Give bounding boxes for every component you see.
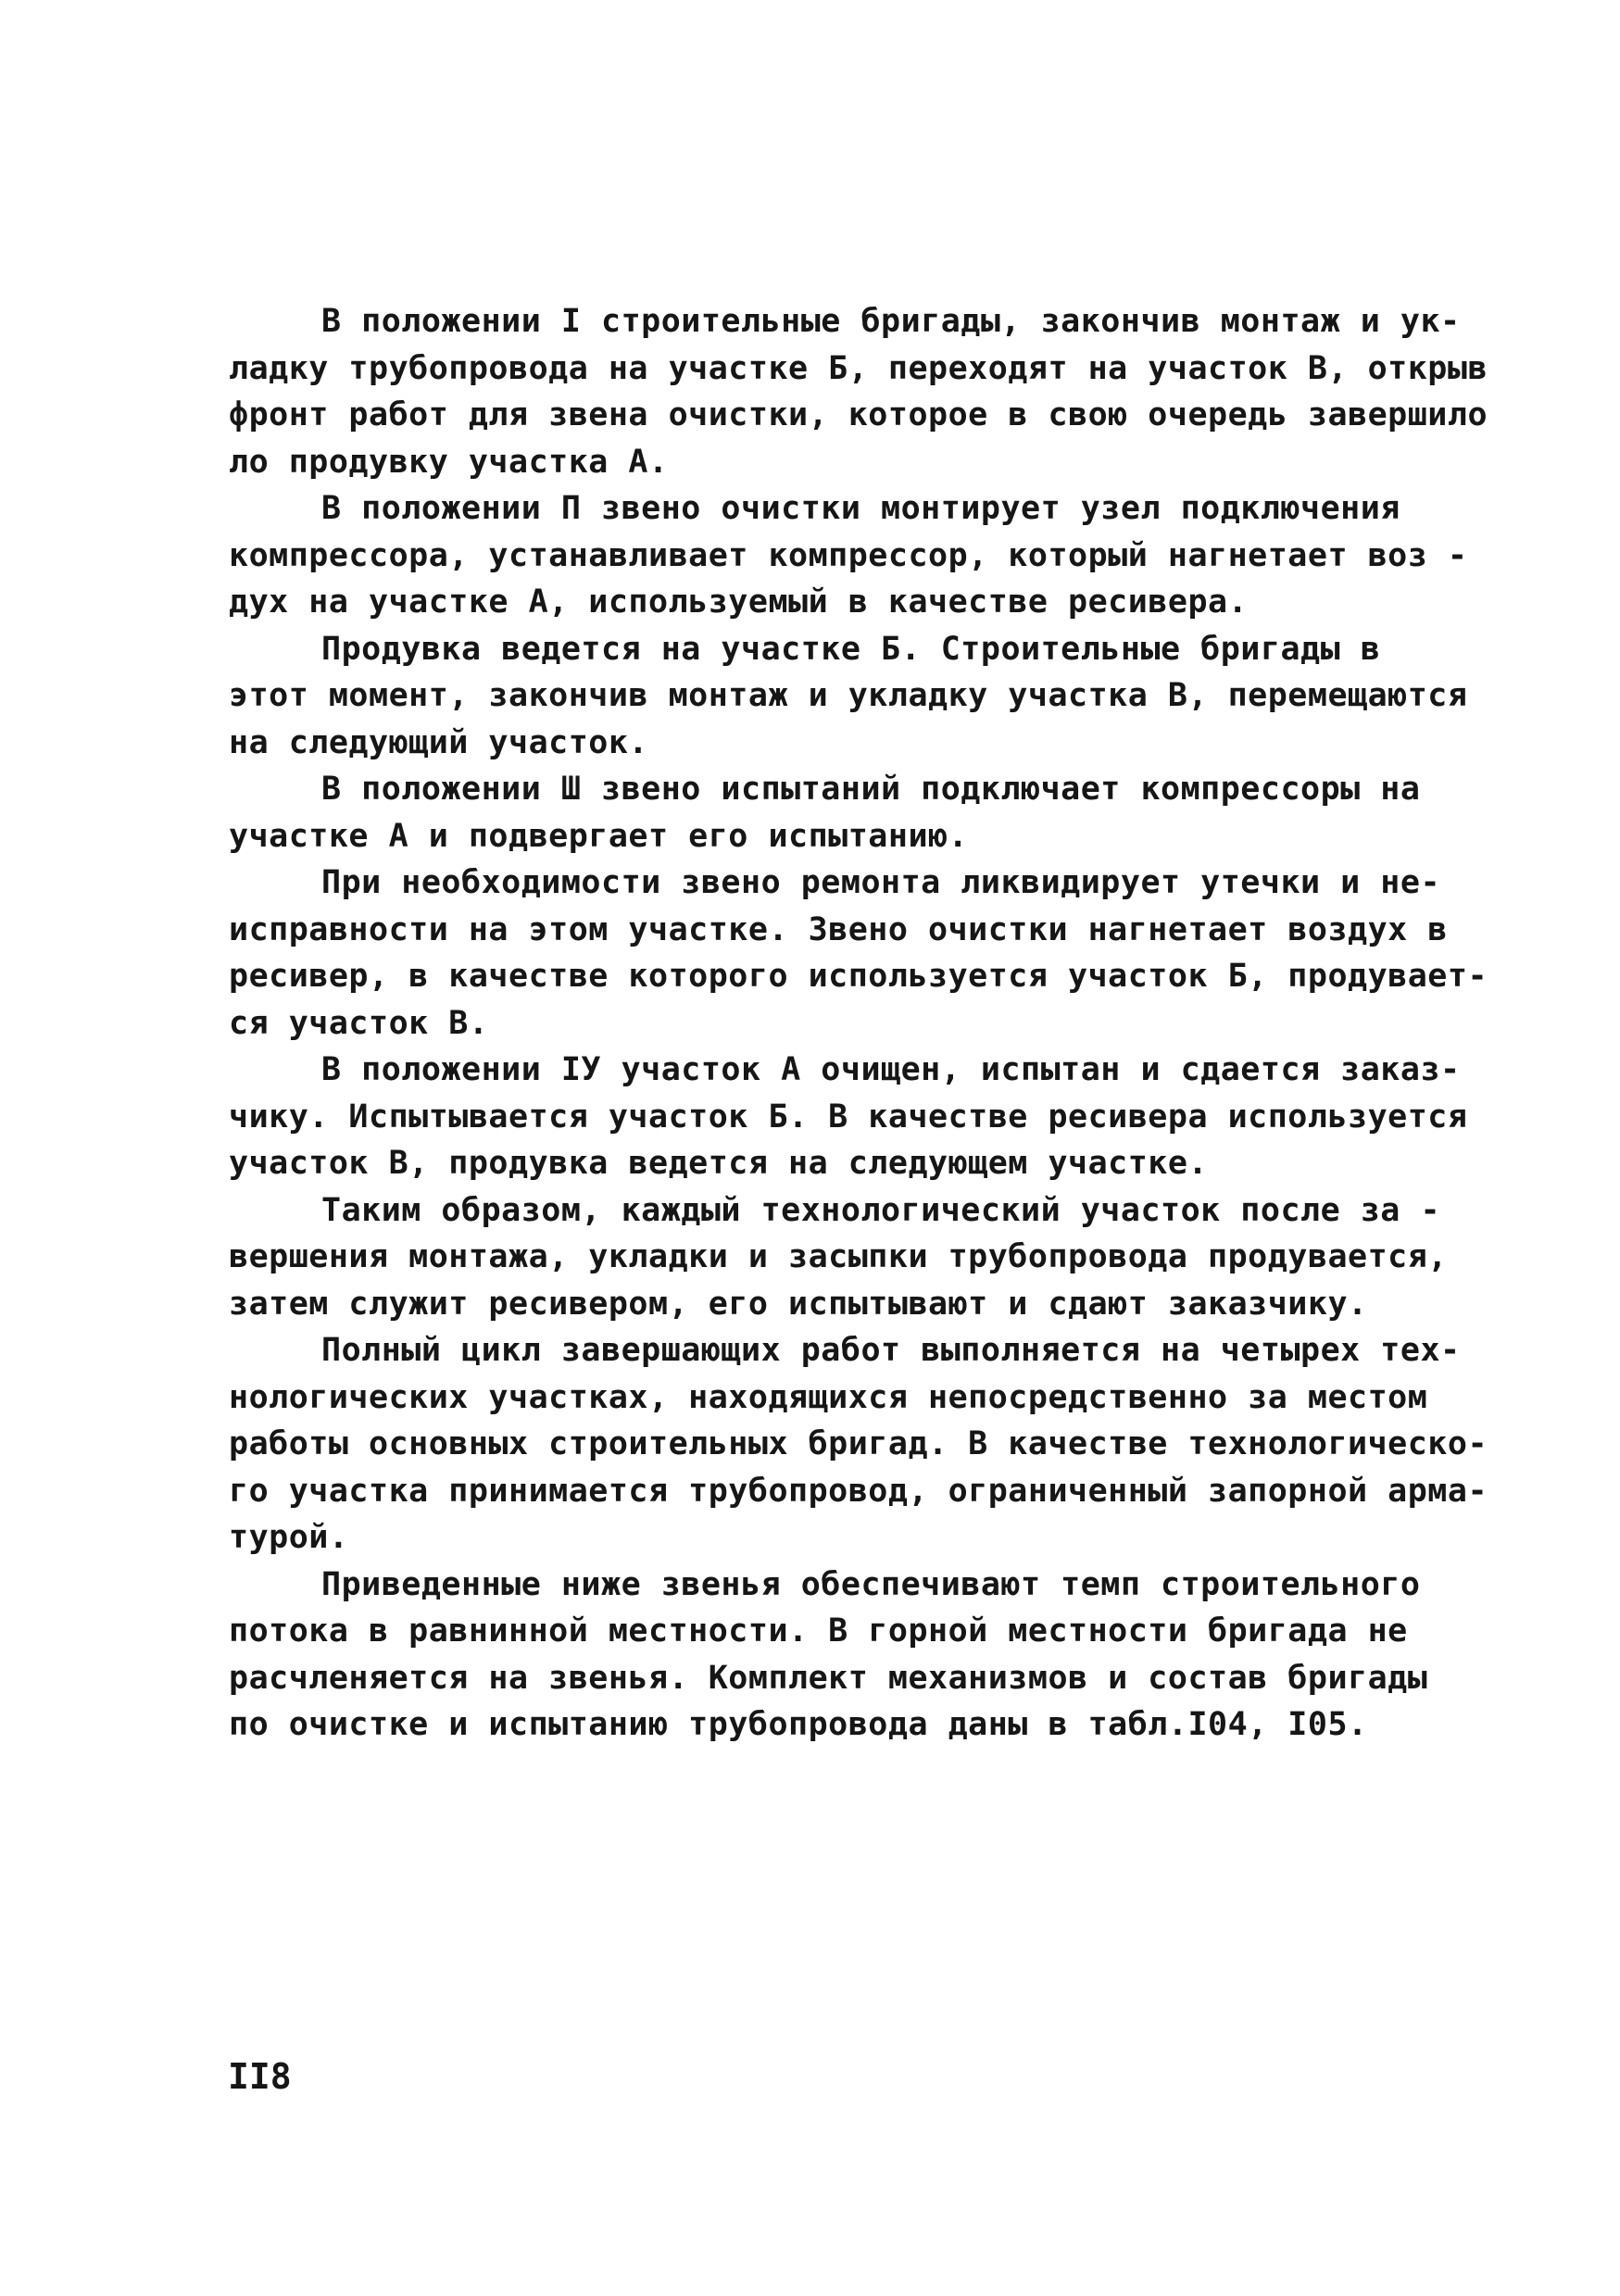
paragraph — [229, 1187, 1448, 1328]
text-line: Приведенные ниже звенья обеспечивают темп строительного — [321, 1565, 1421, 1603]
text-line: ресивер, в качестве которого используется участок Б, продувает- — [229, 958, 1488, 995]
text-line: потока в равнинной местности. В горной местности бригада не — [229, 1612, 1408, 1650]
text-line: дух на участке А, используемый в качестве ресивера. — [229, 583, 1249, 621]
text-line: В положении Ш звено испытаний подключает компрессоры на — [321, 771, 1421, 808]
body-text — [229, 298, 1488, 1749]
text-line: компрессора, устанавливает компрессор, который нагнетает воз - — [229, 536, 1468, 574]
text-line: фронт работ для звена очистки, которое в свою очередь завершило — [229, 396, 1488, 433]
text-line: затем служит ресивером, его испытывают и сдают заказчику. — [229, 1285, 1368, 1323]
text-line: расчленяется на звенья. Комплект механизмов и состав бригады — [229, 1659, 1428, 1697]
paragraph — [229, 1562, 1428, 1749]
paragraph — [229, 859, 1488, 1047]
text-line: участке А и подвергает его испытанию. — [229, 817, 969, 855]
text-line: В положении I строительные бригады, закончив монтаж и ук- — [321, 303, 1461, 340]
text-line: Продувка ведется на участке Б. Строительные бригады в — [321, 630, 1381, 668]
paragraph — [229, 766, 1424, 859]
text-line: работы основных строительных бригад. В качестве технологическо- — [229, 1425, 1488, 1462]
text-line: ся участок В. — [229, 1004, 489, 1042]
paragraph — [229, 626, 1468, 767]
text-line: по очистке и испытанию трубопровода даны в табл.I04, I05. — [229, 1706, 1368, 1743]
text-line: на следующий участок. — [229, 723, 649, 761]
paragraph — [229, 298, 1488, 485]
text-line: При необходимости звено ремонта ликвидирует утечки и не- — [321, 864, 1441, 901]
text-line: нологических участках, находящихся непосредственно за местом — [229, 1378, 1428, 1416]
text-line: В положении П звено очистки монтирует узел подключения — [321, 490, 1400, 527]
text-line: исправности на этом участке. Звено очистки нагнетает воздух в — [229, 910, 1448, 948]
text-line: этот момент, закончив монтаж и укладку участка В, перемещаются — [229, 677, 1468, 714]
text-line: чику. Испытывается участок Б. В качестве ресивера используется — [229, 1098, 1468, 1135]
text-line: В положении IУ участок А очищен, испытан и сдается заказ- — [321, 1051, 1461, 1088]
text-line: Таким образом, каждый технологический участок после за - — [321, 1191, 1441, 1229]
text-line: Полный цикл завершающих работ выполняется на четырех тех- — [321, 1332, 1461, 1369]
text-line: ладку трубопровода на участке Б, переходят на участок В, открыв — [229, 349, 1488, 387]
paragraph — [229, 1047, 1468, 1187]
paragraph — [229, 1327, 1488, 1562]
paragraph — [229, 485, 1468, 626]
page-number: II8 — [228, 2056, 292, 2097]
text-line: ло продувку участка А. — [229, 443, 669, 481]
text-line: го участка принимается трубопровод, ограниченный запорной арма- — [229, 1472, 1488, 1510]
text-line: вершения монтажа, укладки и засыпки трубопровода продувается, — [229, 1238, 1448, 1275]
text-line: участок В, продувка ведется на следующем участке. — [229, 1145, 1209, 1182]
text-line: турой. — [229, 1519, 349, 1556]
